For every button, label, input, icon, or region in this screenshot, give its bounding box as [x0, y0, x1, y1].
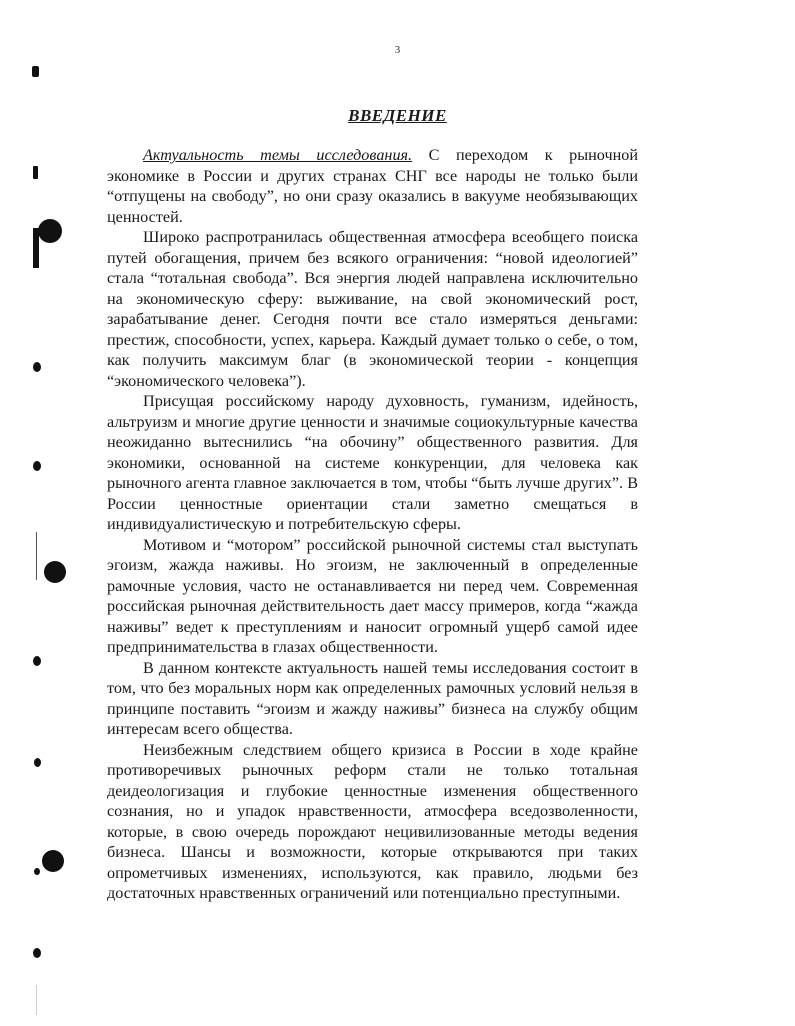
scan-artifact	[33, 461, 41, 471]
scan-artifact	[36, 985, 37, 1015]
paragraph: Неизбежным следствием общего кризиса в России в ходе крайне противоречивых рыночных реформ стали не только тотальная деидеологизация и глубокие ценностные изменения общественного сознания, но и упадок нравственности, атмосфера вседозволенности, которые, в свою очередь порождают нецивилизованные методы ведения бизнеса. Шансы и возможности, которые открываются при таких опрометчивых изменениях, используются, как правило, людьми без достаточных нравственных ограничений или потенциально преступными.	[107, 740, 638, 902]
scan-artifact	[33, 362, 41, 372]
paragraph: Мотивом и “мотором” российской рыночной системы стал выступать эгоизм, жажда наживы. Но эгоизм, не заключенный в определенные рамочные условия, часто не останавливается ни перед чем. Современная российская рыночная действительность дает массу примеров, когда “жажда наживы” ведет к преступлениям и наносит огромный ущерб самой идее предпринимательства в глазах общественности.	[107, 535, 638, 656]
punch-hole-mark	[42, 850, 64, 872]
scan-artifact	[34, 868, 40, 875]
punch-hole-mark	[38, 219, 62, 243]
section-lead-label: Актуальность темы исследования.	[143, 146, 413, 164]
paragraph-text: С переходом к рыночной экономике в России и других странах СНГ все народы не только были “отпущены на свободу”, но они сразу оказались в вакууме необязывающих ценностей.	[107, 146, 639, 226]
page-title: ВВЕДЕНИЕ	[348, 106, 447, 125]
punch-hole-mark	[44, 561, 66, 583]
paragraph	[107, 145, 638, 227]
scan-artifact	[33, 228, 39, 268]
page-number: 3	[394, 44, 401, 56]
scan-artifact	[33, 656, 41, 666]
scan-artifact	[33, 166, 38, 179]
scan-artifact	[32, 66, 39, 77]
scan-artifact	[34, 758, 41, 767]
scan-artifact	[36, 532, 37, 580]
scan-artifact	[33, 948, 41, 958]
paragraph: Присущая российскому народу духовность, гуманизм, идейность, альтруизм и многие другие ценности и значимые социокультурные качества неожиданно вытеснились “на обочину” общественного развития. Для экономики, основанной на системе конкуренции, для человека как рыночного агента главное заключается в том, чтобы “быть лучше других”. В России ценностные ориентации стали заметно смещаться в индивидуалистическую и потребительскую сферы.	[107, 392, 638, 533]
paragraph: В данном контексте актуальность нашей темы исследования состоит в том, что без моральных норм как определенных рамочных условий нельзя в принципе поставить “эгоизм и жажду наживы” бизнеса на службу общим интересам всего общества.	[107, 658, 638, 738]
paragraph: Широко распротранилась общественная атмосфера всеобщего поиска путей обогащения, причем без всякого ограничения: “новой идеологией” стала “тотальная свобода”. Вся энергия людей направлена исключительно на экономическую сферу: выживание, на свой экономический рост, зарабатывание денег. Сегодня почти все стало измеряться деньгами: престиж, способности, успех, карьера. Каждый думает только о себе, о том, как получить максимум благ (в экономической теории - концепция “экономического человека”).	[107, 228, 638, 390]
document-body	[107, 145, 638, 904]
